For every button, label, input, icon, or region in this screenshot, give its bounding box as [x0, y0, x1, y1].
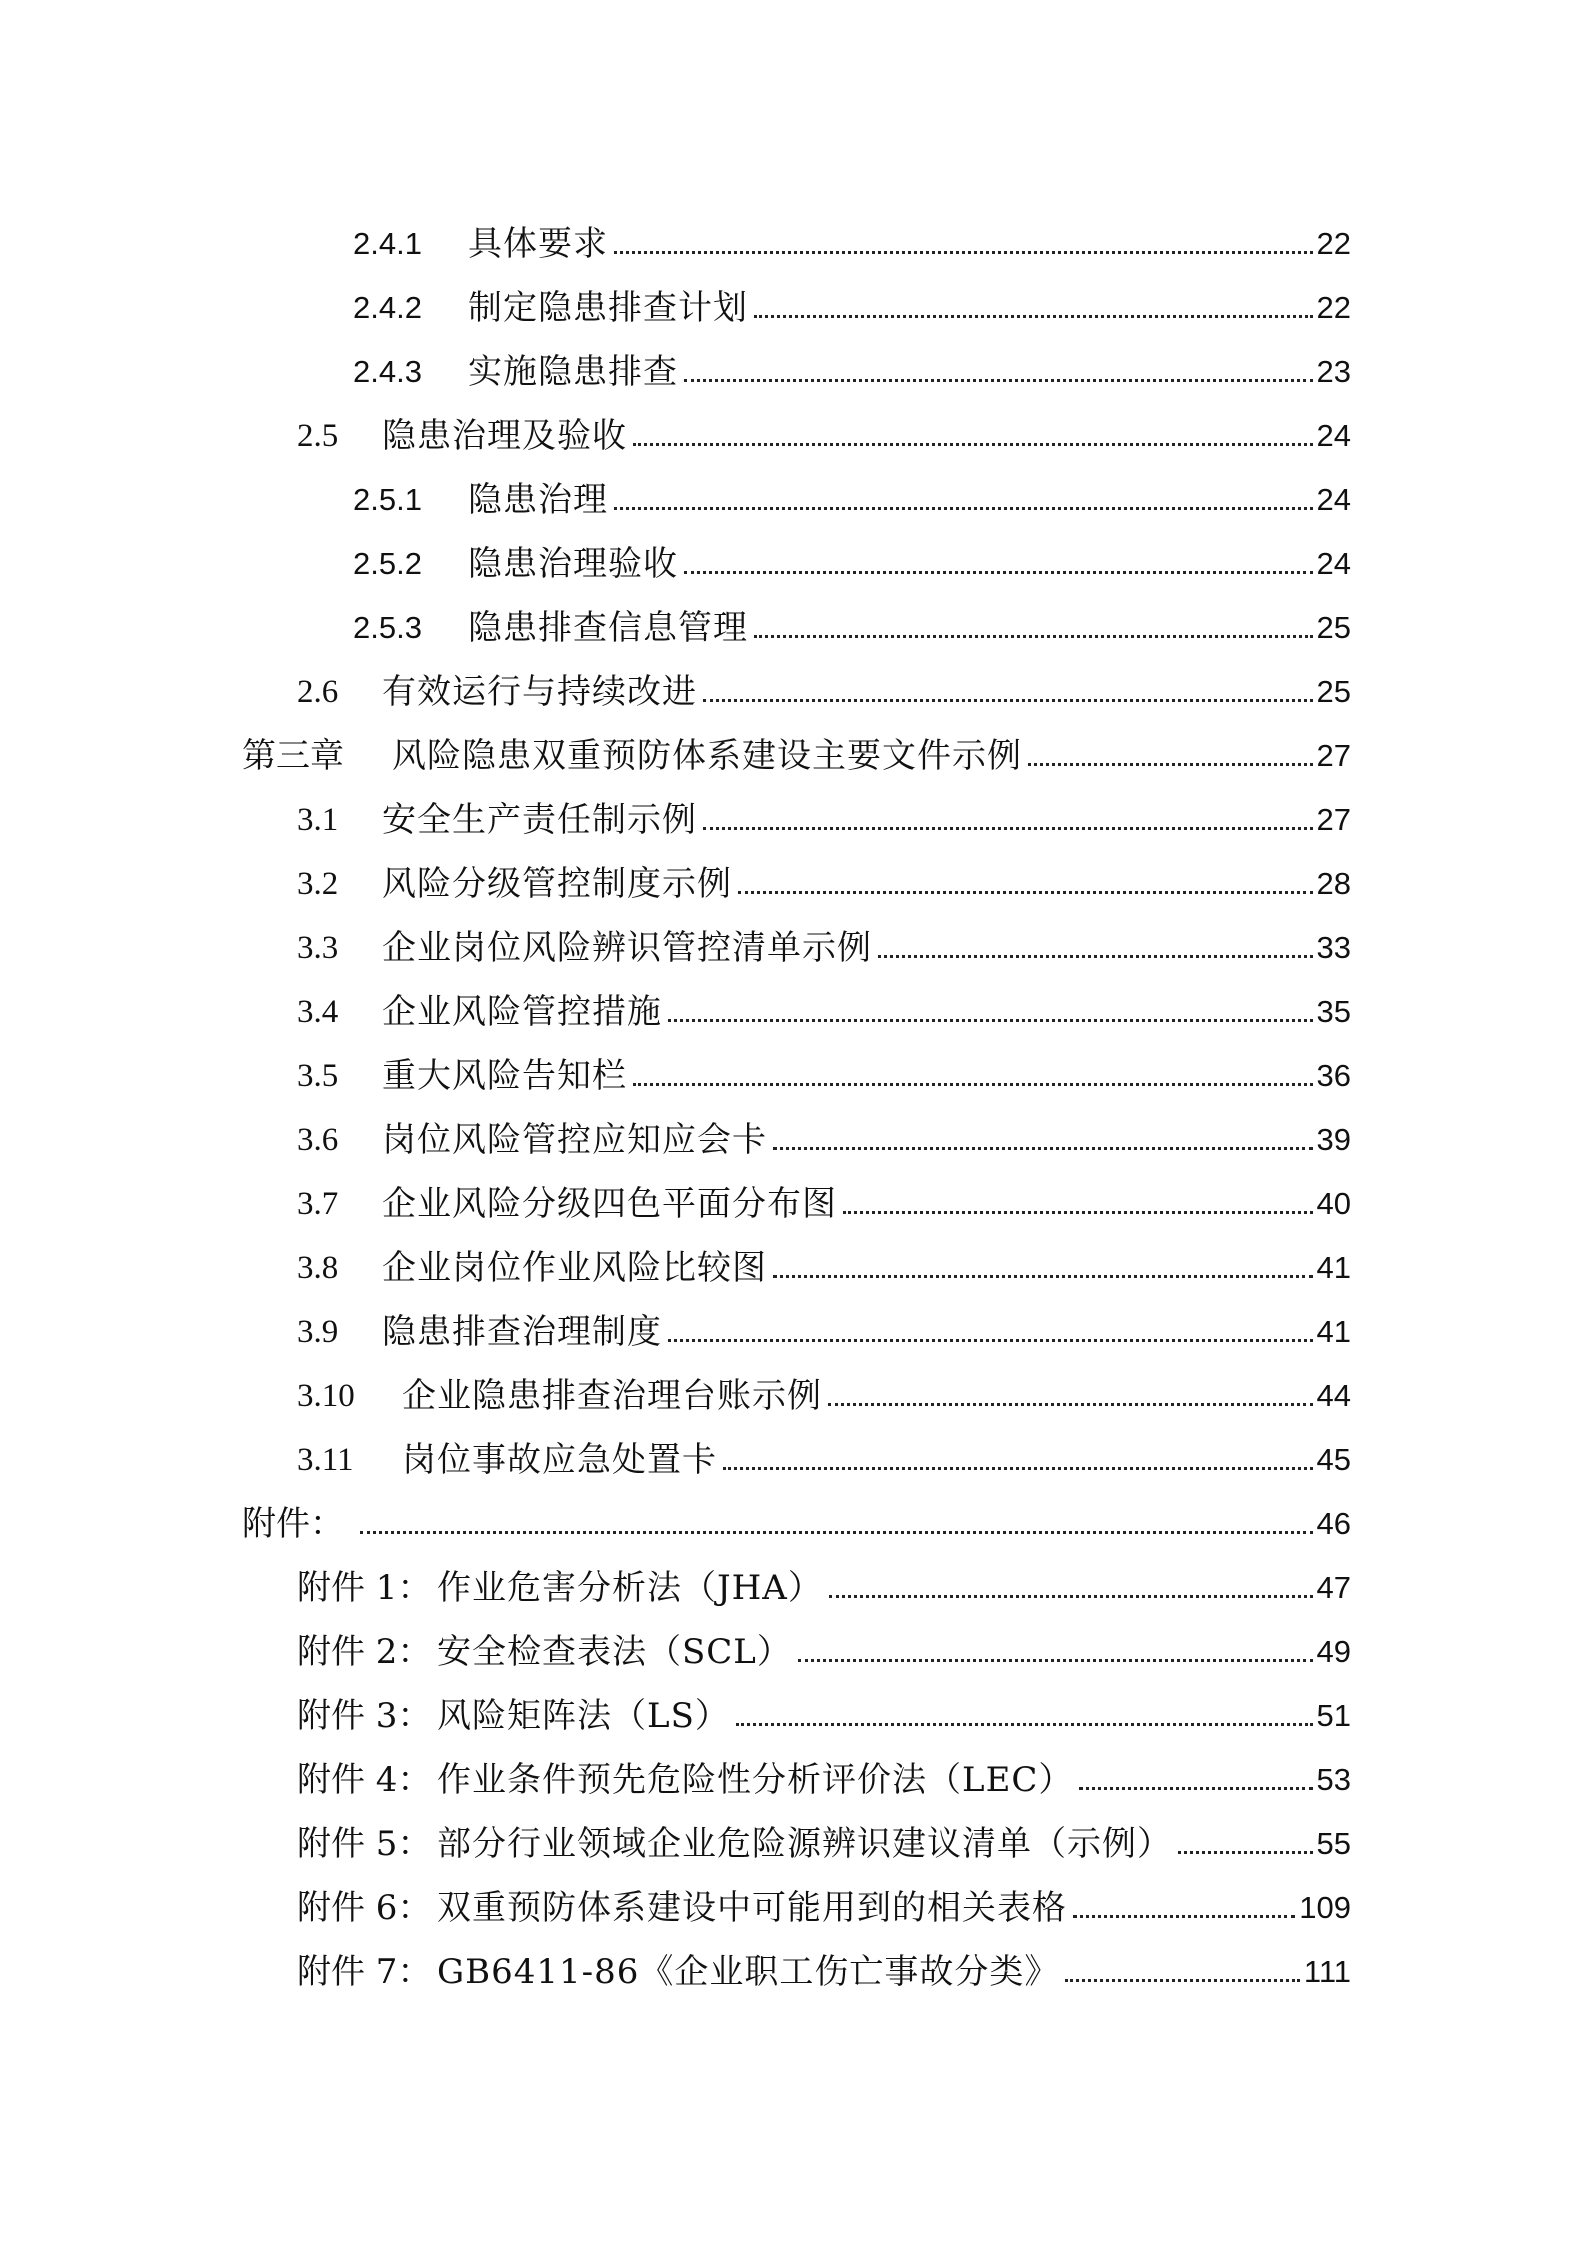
toc-entry[interactable]	[297, 1032, 1351, 1096]
dot-leader	[668, 1019, 1313, 1022]
toc-entry[interactable]	[353, 456, 1351, 520]
toc-entry-number: 3.2	[297, 866, 339, 902]
dot-leader	[703, 827, 1313, 830]
toc-entry-page: 55	[1316, 1826, 1351, 1861]
toc-entry-number: 2.6	[297, 674, 339, 710]
toc-entry-page: 41	[1316, 1250, 1351, 1285]
toc-entry-number: 2.4.3	[353, 354, 422, 389]
toc-appendix-entry[interactable]	[297, 1864, 1351, 1928]
toc-entry-title: 重大风险告知栏	[382, 1056, 627, 1096]
dot-leader	[1073, 1915, 1295, 1918]
toc-entry-page: 27	[1316, 738, 1351, 773]
toc-entry-page: 46	[1316, 1506, 1351, 1541]
toc-entry-title: 岗位风险管控应知应会卡	[382, 1120, 767, 1160]
toc-entry-page: 45	[1316, 1442, 1351, 1477]
toc-entry-number: 附件：	[242, 1504, 344, 1544]
dot-leader	[843, 1211, 1313, 1214]
toc-entry[interactable]	[353, 264, 1351, 328]
dot-leader	[633, 443, 1313, 446]
toc-entry[interactable]	[297, 1416, 1351, 1480]
dot-leader	[754, 635, 1313, 638]
toc-entry-number: 附件 7：	[297, 1952, 432, 1992]
toc-entry-number: 3.8	[297, 1250, 339, 1286]
toc-entry-number: 2.4.2	[353, 290, 422, 325]
dot-leader	[614, 251, 1313, 254]
toc-entry-title: 制定隐患排查计划	[468, 288, 748, 328]
toc-entry-page: 25	[1316, 610, 1351, 645]
toc-entry-page: 24	[1316, 482, 1351, 517]
toc-entry-title: 具体要求	[468, 224, 608, 264]
toc-entry-number: 2.5.2	[353, 546, 422, 581]
dot-leader	[798, 1659, 1313, 1662]
toc-entry-page: 40	[1316, 1186, 1351, 1221]
dot-leader	[1079, 1787, 1312, 1790]
toc-entry-number: 3.4	[297, 994, 339, 1030]
toc-entry-page: 44	[1316, 1378, 1351, 1413]
toc-entry-number: 3.10	[297, 1378, 355, 1414]
toc-entry-page: 35	[1316, 994, 1351, 1029]
toc-entry[interactable]	[297, 904, 1351, 968]
toc-appendix-heading[interactable]	[242, 1480, 1351, 1544]
toc-appendix-entry[interactable]	[297, 1672, 1351, 1736]
toc-entry-title: GB6411-86《企业职工伤亡事故分类》	[437, 1952, 1060, 1992]
toc-entry-page: 53	[1316, 1762, 1351, 1797]
toc-entry[interactable]	[297, 648, 1351, 712]
dot-leader	[829, 1595, 1313, 1598]
toc-entry[interactable]	[297, 392, 1351, 456]
toc-entry-title: 隐患排查治理制度	[382, 1312, 662, 1352]
toc-entry-number: 2.4.1	[353, 226, 422, 261]
toc-entry-page: 109	[1299, 1890, 1351, 1925]
toc-entry[interactable]	[353, 200, 1351, 264]
dot-leader	[1178, 1851, 1313, 1854]
toc-entry-number: 附件 2：	[297, 1632, 432, 1672]
toc-entry[interactable]	[297, 1096, 1351, 1160]
toc-entry-number: 2.5.1	[353, 482, 422, 517]
toc-entry-number: 3.11	[297, 1442, 354, 1478]
dot-leader	[723, 1467, 1313, 1470]
toc-entry-title: 双重预防体系建设中可能用到的相关表格	[437, 1888, 1067, 1928]
toc-entry-title: 企业岗位作业风险比较图	[382, 1248, 767, 1288]
toc-entry-title: 隐患排查信息管理	[468, 608, 748, 648]
toc-entry-title: 隐患治理及验收	[382, 416, 627, 456]
dot-leader	[703, 699, 1313, 702]
toc-entry-number: 第三章	[242, 736, 344, 776]
toc-entry-title: 实施隐患排查	[468, 352, 678, 392]
toc-entry-page: 22	[1316, 290, 1351, 325]
toc-entry-page: 27	[1316, 802, 1351, 837]
toc-entry-page: 49	[1316, 1634, 1351, 1669]
toc-entry-number: 附件 4：	[297, 1760, 432, 1800]
dot-leader	[878, 955, 1313, 958]
toc-entry[interactable]	[297, 1288, 1351, 1352]
toc-entry-page: 39	[1316, 1122, 1351, 1157]
dot-leader	[1065, 1979, 1299, 1982]
toc-entry[interactable]	[353, 520, 1351, 584]
toc-entry-page: 41	[1316, 1314, 1351, 1349]
toc-entry-number: 附件 3：	[297, 1696, 432, 1736]
toc-entry-title: 岗位事故应急处置卡	[402, 1440, 717, 1480]
toc-entry-number: 附件 6：	[297, 1888, 432, 1928]
dot-leader	[754, 315, 1313, 318]
toc-entry-title: 隐患治理	[468, 480, 608, 520]
toc-entry-number: 3.6	[297, 1122, 339, 1158]
dot-leader	[360, 1531, 1313, 1534]
toc-entry-title: 风险隐患双重预防体系建设主要文件示例	[392, 736, 1022, 776]
toc-entry-title: 风险分级管控制度示例	[382, 864, 732, 904]
toc-entry-number: 3.9	[297, 1314, 339, 1350]
toc-entry-page: 47	[1316, 1570, 1351, 1605]
toc-appendix-entry[interactable]	[297, 1928, 1351, 1992]
toc-entry-title: 有效运行与持续改进	[382, 672, 697, 712]
toc-entry-page: 23	[1316, 354, 1351, 389]
dot-leader	[614, 507, 1313, 510]
toc-entry-number: 2.5	[297, 418, 339, 454]
dot-leader	[633, 1083, 1313, 1086]
toc-entry-page: 33	[1316, 930, 1351, 965]
toc-entry-title: 企业岗位风险辨识管控清单示例	[382, 928, 872, 968]
toc-appendix-entry[interactable]	[297, 1544, 1351, 1608]
toc-entry-page: 36	[1316, 1058, 1351, 1093]
toc-appendix-entry[interactable]	[297, 1736, 1351, 1800]
dot-leader	[738, 891, 1313, 894]
toc-entry-number: 3.3	[297, 930, 339, 966]
toc-entry[interactable]	[297, 1160, 1351, 1224]
toc-entry-title: 企业风险管控措施	[382, 992, 662, 1032]
toc-entry-title: 隐患治理验收	[468, 544, 678, 584]
toc-entry-number: 3.5	[297, 1058, 339, 1094]
toc-appendix-entry[interactable]	[297, 1608, 1351, 1672]
dot-leader	[828, 1403, 1313, 1406]
dot-leader	[668, 1339, 1313, 1342]
toc-entry[interactable]	[353, 328, 1351, 392]
toc-entry-number: 附件 5：	[297, 1824, 432, 1864]
toc-entry[interactable]	[297, 968, 1351, 1032]
toc-entry-page: 51	[1316, 1698, 1351, 1733]
toc-entry-page: 22	[1316, 226, 1351, 261]
toc-entry-number: 3.1	[297, 802, 339, 838]
toc-entry-page: 28	[1316, 866, 1351, 901]
toc-entry-number: 2.5.3	[353, 610, 422, 645]
toc-entry[interactable]	[297, 776, 1351, 840]
dot-leader	[1028, 763, 1313, 766]
toc-entry-title: 作业危害分析法（JHA）	[437, 1568, 823, 1608]
toc-entry-page: 25	[1316, 674, 1351, 709]
dot-leader	[684, 571, 1313, 574]
toc-entry[interactable]	[297, 840, 1351, 904]
toc-entry-number: 3.7	[297, 1186, 339, 1222]
toc-entry-page: 24	[1316, 418, 1351, 453]
toc-entry-title: 风险矩阵法（LS）	[437, 1696, 730, 1736]
toc-entry-title: 安全检查表法（SCL）	[437, 1632, 792, 1672]
toc-appendix-entry[interactable]	[297, 1800, 1351, 1864]
toc-chapter-entry[interactable]	[242, 712, 1351, 776]
dot-leader	[773, 1147, 1313, 1150]
toc-entry-title: 部分行业领域企业危险源辨识建议清单（示例）	[437, 1824, 1172, 1864]
toc-entry-title: 企业隐患排查治理台账示例	[402, 1376, 822, 1416]
toc-entry-page: 111	[1303, 1954, 1351, 1989]
toc-entry-title: 企业风险分级四色平面分布图	[382, 1184, 837, 1224]
toc-entry[interactable]	[353, 584, 1351, 648]
toc-entry-title: 作业条件预先危险性分析评价法（LEC）	[437, 1760, 1074, 1800]
toc-entry-page: 24	[1316, 546, 1351, 581]
toc-entry[interactable]	[297, 1224, 1351, 1288]
toc-entry-number: 附件 1：	[297, 1568, 432, 1608]
dot-leader	[736, 1723, 1313, 1726]
toc-entry[interactable]	[297, 1352, 1351, 1416]
dot-leader	[773, 1275, 1313, 1278]
dot-leader	[684, 379, 1313, 382]
toc-entry-title: 安全生产责任制示例	[382, 800, 697, 840]
